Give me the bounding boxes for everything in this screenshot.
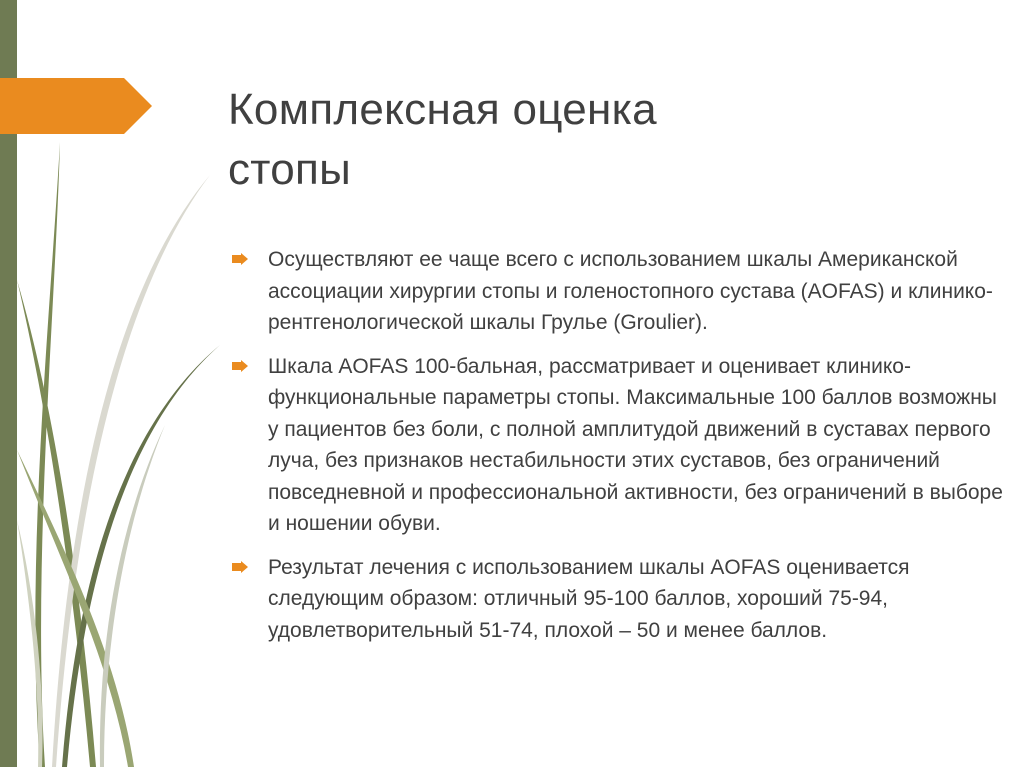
bullet-text: Результат лечения с использованием шкалы AOFAS оценивается следующим образом: отличный 95-100 баллов, хороший 75-94, удовлетворительный 51-74, плохой – 50 и менее баллов. (268, 555, 910, 642)
grass-blade (100, 425, 165, 767)
title-line-2: стопы (228, 145, 352, 194)
slide-title (228, 80, 968, 200)
bullet-item (232, 244, 1012, 339)
bullet-arrow-icon (232, 253, 248, 265)
bullet-item (232, 552, 1012, 647)
bullet-text: Осуществляют ее чаще всего с использованием шкалы Американской ассоциации хирургии стопы и голеностопного сустава (AOFAS) и клинико-рентгенологической шкалы Грулье (Groulier). (268, 248, 993, 334)
bullet-arrow-icon (232, 360, 248, 372)
bullet-list (232, 244, 1012, 658)
bullet-text: Шкала AOFAS 100-бальная, рассматривает и оценивает клинико-функциональные параметры стопы. Максимальные 100 баллов возможны у пациентов без боли, с полной амплитудой движений в суставах первого луча, без признаков нестабильности этих суставов, без ограничений повседневной и профессиональной активности, без ограничений в выборе и ношении обуви. (268, 354, 1003, 535)
title-line-1: Комплексная оценка (228, 85, 657, 134)
title-arrow-icon (0, 78, 152, 134)
bullet-arrow-icon (232, 561, 248, 573)
bullet-item (232, 351, 1012, 540)
